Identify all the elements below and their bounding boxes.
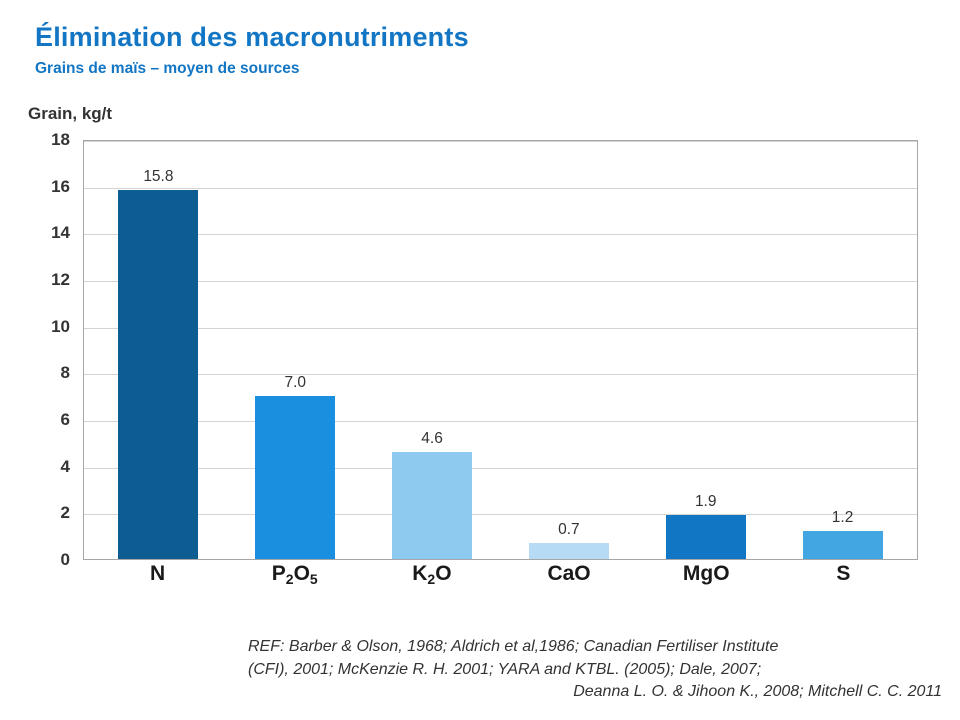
- y-axis-tick-labels: [28, 130, 78, 569]
- bar-slot: [94, 141, 222, 559]
- y-tick-label: 6: [60, 410, 70, 429]
- bar-K2O[interactable]: [392, 452, 472, 559]
- bar-value-label: 1.2: [831, 509, 854, 526]
- y-tick-label: 10: [51, 316, 70, 336]
- x-label-CaO: CaO: [547, 562, 591, 585]
- x-label-S: S: [836, 562, 851, 585]
- bar-slot: [642, 141, 770, 559]
- page-subtitle: Grains de maïs – moyen de sources: [35, 60, 300, 77]
- bar-CaO[interactable]: [529, 543, 609, 559]
- bar-value-label: 4.6: [421, 429, 443, 447]
- y-tick-label: 14: [51, 223, 70, 243]
- source-reference-note: [248, 636, 948, 704]
- x-label-MgO: MgO: [682, 562, 730, 585]
- y-tick-label: 4: [60, 456, 70, 476]
- bar-slot: [779, 141, 907, 559]
- bar-P2O5[interactable]: [255, 396, 335, 559]
- bar-slot: [231, 141, 359, 559]
- x-label-K2O: $K_2O$: [412, 562, 452, 587]
- y-tick-label: 16: [51, 176, 70, 196]
- bar-value-label: 0.7: [558, 520, 580, 538]
- source-line-3: Deanna L. O. & Jihoon K., 2008; Mitchell C. C. 2011: [573, 683, 942, 701]
- source-line-1: REF: Barber & Olson, 1968; Aldrich et al,1986; Canadian Fertiliser Institute: [248, 638, 779, 655]
- bar-slot: [505, 141, 633, 559]
- bar-S[interactable]: [803, 531, 883, 559]
- bar-slot: [368, 141, 496, 559]
- x-label-N: N: [149, 562, 166, 585]
- source-line-2: (CFI), 2001; McKenzie R. H. 2001; YARA and KTBL. (2005); Dale, 2007;: [248, 660, 762, 678]
- bar-series: [84, 141, 917, 559]
- y-axis-title: Grain, kg/t: [28, 104, 113, 123]
- bar-value-label: 15.8: [143, 168, 174, 186]
- bar-N[interactable]: [118, 190, 198, 559]
- chart-area: [28, 130, 928, 587]
- y-tick-label: 0: [60, 550, 70, 569]
- plot-frame: [83, 140, 918, 560]
- bar-MgO[interactable]: [666, 515, 746, 559]
- y-tick-label: 2: [60, 503, 70, 523]
- y-tick-label: 18: [51, 130, 70, 149]
- bar-value-label: 7.0: [284, 373, 307, 391]
- x-axis-category-labels: [83, 562, 918, 586]
- y-tick-label: 12: [51, 270, 70, 289]
- y-tick-label: 8: [60, 363, 70, 383]
- bar-value-label: 1.9: [694, 492, 717, 510]
- x-label-P2O5: $P_2O_5$: [271, 562, 318, 587]
- page-title: Élimination des macronutriments: [35, 22, 469, 52]
